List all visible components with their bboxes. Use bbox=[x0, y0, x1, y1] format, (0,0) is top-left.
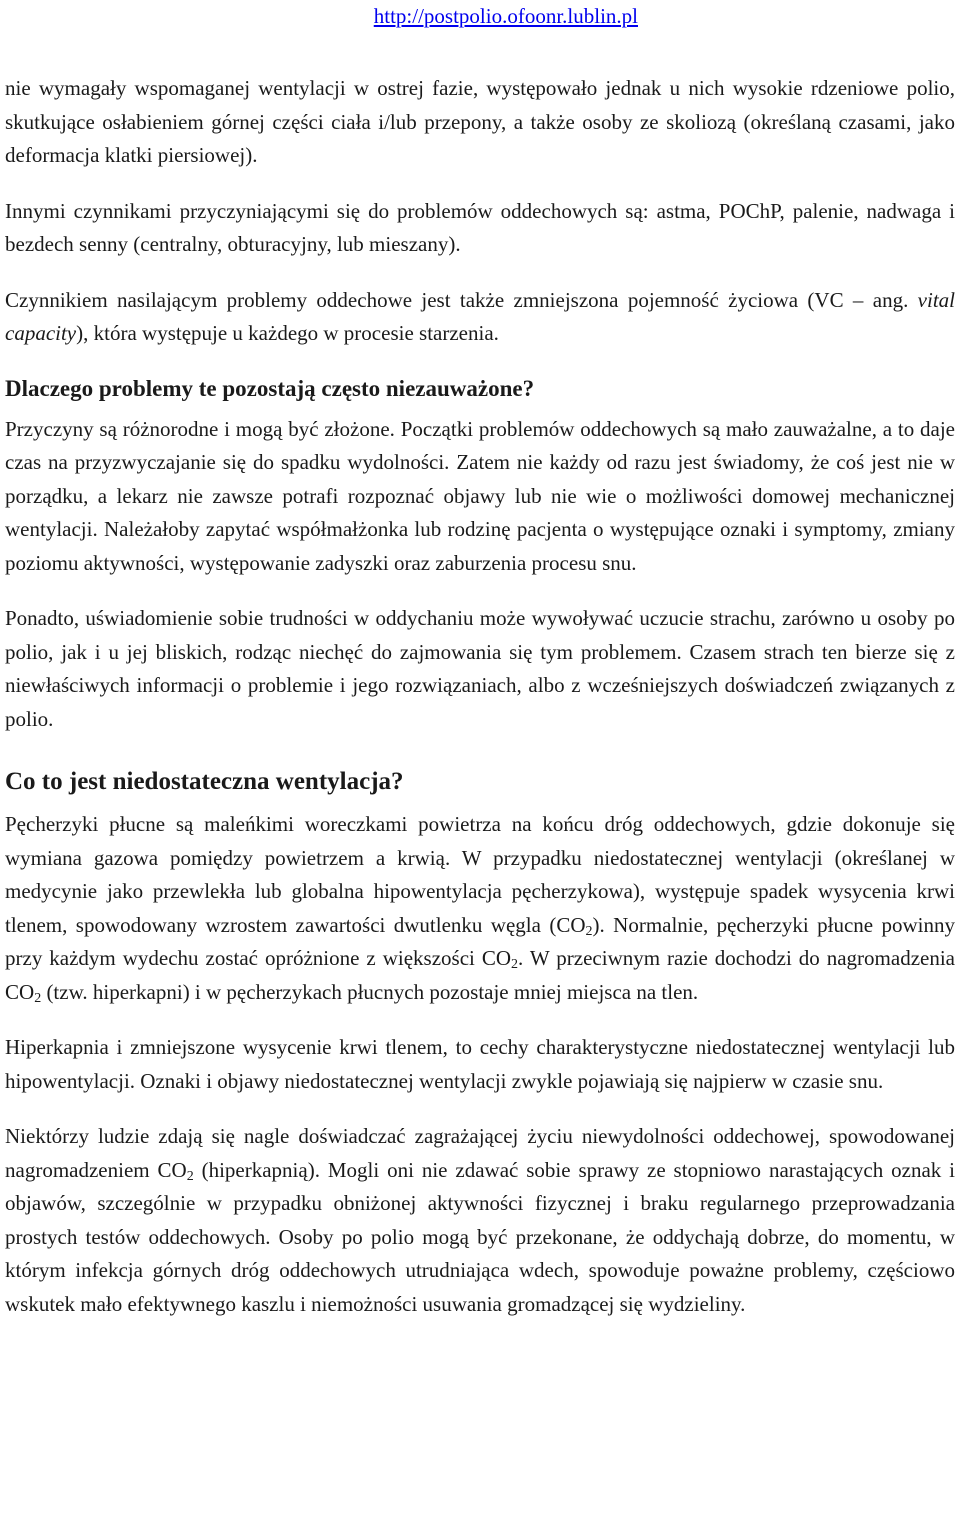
header-url-link[interactable]: http://postpolio.ofoonr.lublin.pl bbox=[373, 4, 638, 28]
paragraph-3-text-a: Czynnikiem nasilającym problemy oddechowe jest także zmniejszona pojemność życiowa (VC – ang. bbox=[5, 287, 918, 312]
subscript-2: 2 bbox=[585, 923, 593, 939]
paragraph-3-italic-term: vital capacity bbox=[5, 287, 955, 345]
subscript-2: 2 bbox=[186, 1168, 194, 1184]
paragraph-8-text-b: (hiperkapnią). Mogli oni nie zdawać sobie sprawy ze stopniowo narastających oznak i objawów, szczególnie w przypadku obniżonej aktywności fizycznej i braku regularnego przeprowadzania prostych testów oddechowych. Osoby po polio mogą być przekonane, że oddychają dobrze, do momentu, w którym infekcja górnych dróg oddechowych utrudniająca wdech, spowoduje poważne problemy, częściowo wskutek mało efektywnego kaszlu i niemożności usuwania gromadzącej się wydzieliny. bbox=[5, 1157, 955, 1316]
paragraph-8-text-a: Niektórzy ludzie zdają się nagle doświadczać zagrażającej życiu niewydolności oddechowej, spowodowanej nagromadzeniem CO bbox=[5, 1124, 955, 1182]
paragraph-2: Innymi czynnikami przyczyniającymi się do problemów oddechowych są: astma, POChP, palenie, nadwaga i bezdech senny (centralny, obturacyjny, lub mieszany). bbox=[5, 198, 955, 256]
paragraph-1: nie wymagały wspomaganej wentylacji w ostrej fazie, występowało jednak u nich wysokie rdzeniowe polio, skutkujące osłabieniem górnej części ciała i/lub przepony, a także osoby ze skoliozą (określaną czasami, jako deformacja klatki piersiowej). bbox=[5, 76, 955, 167]
subscript-2: 2 bbox=[511, 957, 519, 972]
paragraph-4: Przyczyny są różnorodne i mogą być złożone. Początki problemów oddechowych są mało zauważalne, a to daje czas na przyzwyczajanie się do spadku wydolności. Zatem nie każdy od razu jest świadomy, że coś jest nie w porządku, a lekarz nie zawsze potrafi rozpoznać objawy lub nie wie o możliwości domowej mechanicznej wentylacji. Należałoby zapytać współmałżonka lub rodzinę pacjenta o występujące oznaki i symptomy, zmiany poziomu aktywności, występowanie zadyszki oraz zaburzenia procesu snu. bbox=[5, 416, 955, 575]
document-body bbox=[5, 72, 955, 1321]
paragraph-7: Hiperkapnia i zmniejszone wysycenie krwi tlenem, to cechy charakterystyczne niedostatecznej wentylacji lub hipowentylacji. Oznaki i objawy niedostatecznej wentylacji zwykle pojawiają się najpierw w czasie snu. bbox=[5, 1035, 955, 1093]
paragraph-6-text-a: Pęcherzyki płucne są maleńkimi woreczkami powietrza na końcu dróg oddechowych, gdzie dokonuje się wymiana gazowa pomiędzy powietrzem a krwią. W przypadku niedostatecznej wentylacji (określanej w medycynie jako przewlekła lub globalna hipowentylacja pęcherzykowa), występuje spadek wysycenia krwi tlenem, spowodowany wzrostem zawartości dwutlenku węgla (CO bbox=[5, 812, 955, 937]
section-heading-1: Dlaczego problemy te pozostają często niezauważone? bbox=[5, 375, 535, 401]
paragraph-8 bbox=[5, 1120, 955, 1321]
paragraph-6-text-d: (tzw. hiperkapni) i w pęcherzykach płucnych pozostaje mniej miejsca na tlen. bbox=[41, 979, 699, 1004]
paragraph-5: Ponadto, uświadomienie sobie trudności w oddychaniu może wywoływać uczucie strachu, zarówno u osoby po polio, jak i u jej bliskich, rodząc niechęć do zajmowania się tym problemem. Czasem strach ten bierze się z niewłaściwych informacji o problemie i jego rozwiązaniach, albo z wcześniejszych doświadczeń związanych z polio. bbox=[5, 606, 955, 731]
paragraph-3 bbox=[5, 284, 955, 351]
paragraph-6-text-c: . W przeciwnym razie dochodzi do nagromadzenia CO bbox=[5, 946, 956, 1004]
paragraph-3-text-b: ), która występuje u każdego w procesie starzenia. bbox=[76, 321, 499, 345]
paragraph-6 bbox=[5, 808, 955, 1009]
paragraph-6-text-b: ). Normalnie, pęcherzyki płucne powinny przy każdym wydechu zostać opróżnione z większości CO bbox=[5, 912, 955, 970]
subscript-2: 2 bbox=[34, 990, 42, 1006]
section-heading-2: Co to jest niedostateczna wentylacja? bbox=[5, 768, 404, 795]
